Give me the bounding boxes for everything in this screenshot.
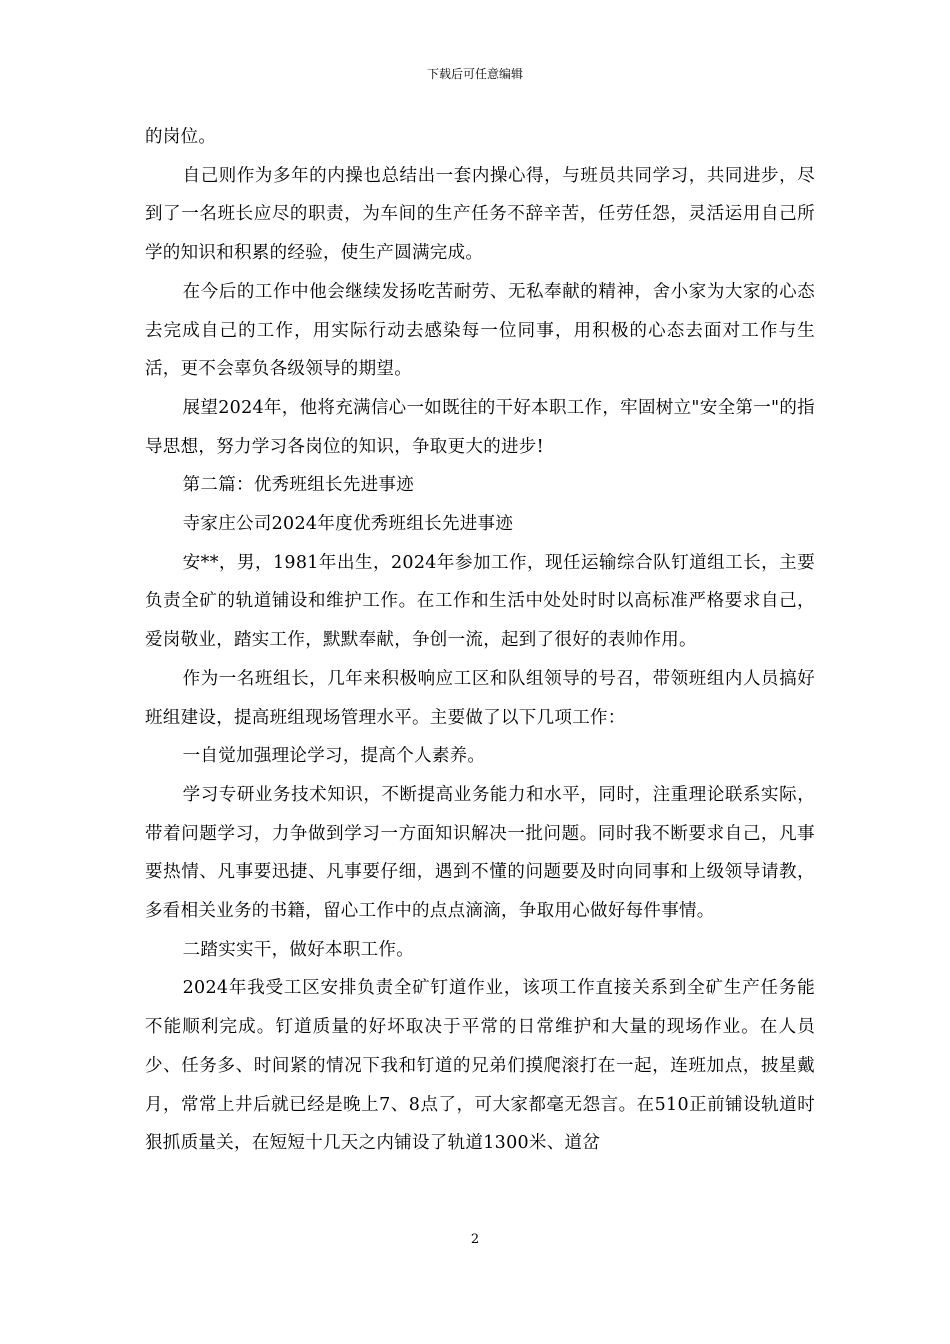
paragraph: 学习专研业务技术知识，不断提高业务能力和水平，同时，注重理论联系实际，带着问题学习，力争做到学习一方面知识解决一批问题。同时我不断要求自己，凡事要热情、凡事要迅捷、凡事要仔细，遇到不懂的问题要及时向同事和上级领导请教，多看相关业务的书籍，留心工作中的点点滴滴，争取用心做好每件事情。: [145, 784, 815, 922]
paragraph: 2024年我受工区安排负责全矿钉道作业，该项工作直接关系到全矿生产任务能不能顺利完成。钉道质量的好坏取决于平常的日常维护和大量的现场作业。在人员少、任务多、时间紧的情况下我和钉道的兄弟们摸爬滚打在一起，连班加点，披星戴月，常常上井后就已经是晚上7、8点了，可大家都毫无怨言。在510正前铺设轨道时狠抓质量关，在短短十几天之内铺设了轨道1300米、道岔: [145, 978, 815, 1154]
paragraph: 的岗位。: [145, 127, 217, 147]
page-number: 2: [470, 1232, 480, 1247]
page-header: 下载后可任意编辑: [426, 67, 523, 81]
document-body: [145, 118, 815, 1163]
section-heading: 第二篇：优秀班组长先进事迹: [182, 475, 415, 496]
paragraph: 展望2024年，他将充满信心一如既往的干好本职工作，牢固树立"安全第一"的指导思想，努力学习各岗位的知识，争取更大的进步!: [145, 397, 815, 457]
paragraph: 作为一名班组长，几年来积极响应工区和队组领导的号召，带领班组内人员搞好班组建设，提高班组现场管理水平。主要做了以下几项工作：: [145, 668, 815, 728]
paragraph: 自己则作为多年的内操也总结出一套内操心得，与班员共同学习，共同进步，尽到了一名班长应尽的职责，为车间的生产任务不辞辛苦，任劳任怨，灵活运用自己所学的知识和积累的经验，使生产圆满完成。: [145, 165, 815, 264]
subheading: 二踏实实干，做好本职工作。: [182, 939, 415, 960]
article-title: 寺家庄公司2024年度优秀班组长先进事迹: [182, 514, 514, 535]
paragraph: 安**，男，1981年出生，2024年参加工作，现任运输综合队钉道组工长，主要负责全矿的轨道铺设和维护工作。在工作和生活中处处时时以高标准严格要求自己，爱岗敬业，踏实工作，默默奉献，争创一流，起到了很好的表帅作用。: [145, 552, 815, 651]
paragraph: 在今后的工作中他会继续发扬吃苦耐劳、无私奉献的精神，舍小家为大家的心态去完成自己的工作，用实际行动去感染每一位同事，用积极的心态去面对工作与生活，更不会辜负各级领导的期望。: [145, 281, 815, 380]
subheading: 一自觉加强理论学习，提高个人素养。: [182, 746, 486, 767]
